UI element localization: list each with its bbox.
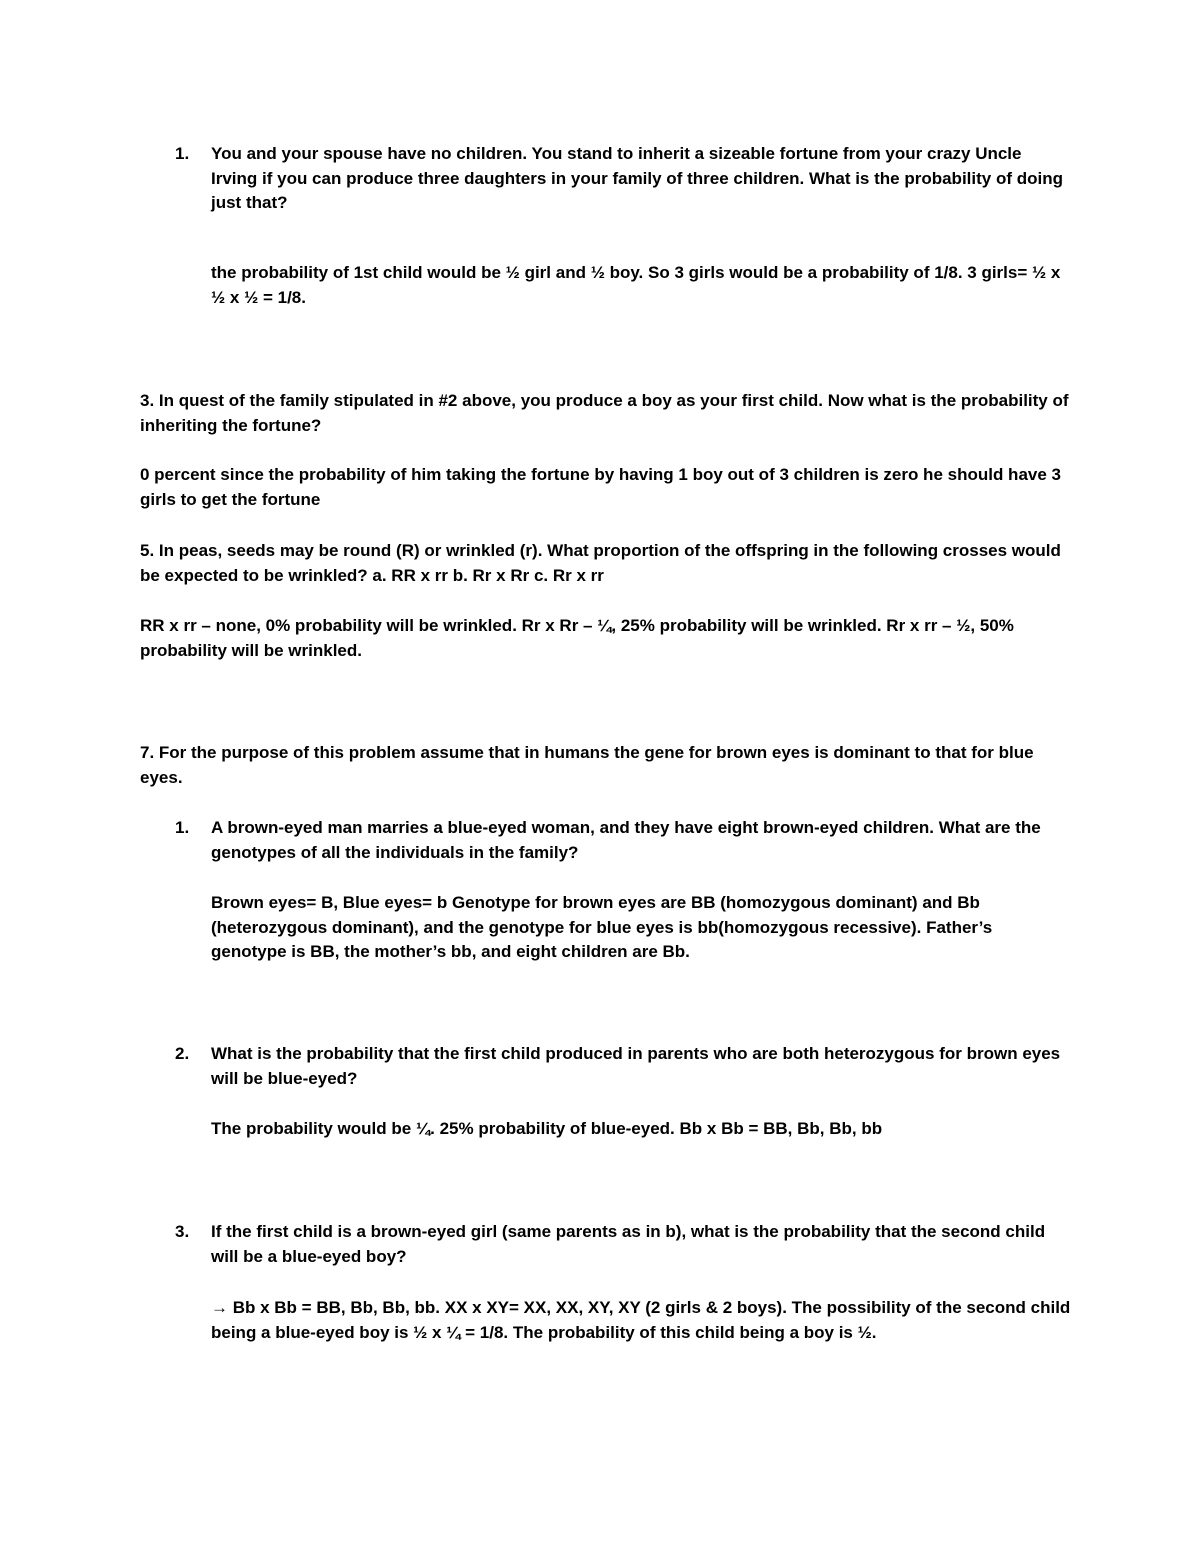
- item-7-sub-3-number: 3.: [175, 1222, 190, 1241]
- item-7-sub-1-number: 1.: [175, 818, 190, 837]
- item-1-question: You and your spouse have no children. You stand to inherit a sizeable fortune from your crazy Uncle Irving if you can produce three daughters in your family of three children. What is the probability of doing just that?: [211, 144, 1063, 212]
- item-7-sub-1-answer: Brown eyes= B, Blue eyes= b Genotype for brown eyes are BB (homozygous dominant) and Bb (heterozygous dominant), and the genotype for blue eyes is bb(homozygous recessive). Father’s genotype is BB, the mother’s bb, and eight children are Bb.: [211, 893, 993, 961]
- item-7-sub-2-question: What is the probability that the first child produced in parents who are both heterozygous for brown eyes will be blue-eyed?: [211, 1044, 1061, 1088]
- item-1-number: 1.: [175, 144, 190, 163]
- item-7-sub-3-answer: → Bb x Bb = BB, Bb, Bb, bb. XX x XY= XX, XX, XY, XY (2 girls & 2 boys). The possibility of the second child being a blue-eyed boy is ½ x ¼ = 1/8. The probability of this child being a boy is ½.: [211, 1298, 1071, 1342]
- item-3-answer: 0 percent since the probability of him taking the fortune by having 1 boy out of 3 children is zero he should have 3 girls to get the fortune: [140, 465, 1061, 509]
- item-7-question: 7. For the purpose of this problem assume that in humans the gene for brown eyes is dominant to that for blue eyes.: [140, 743, 1034, 787]
- item-1-answer: the probability of 1st child would be ½ girl and ½ boy. So 3 girls would be a probability of 1/8. 3 girls= ½ x ½ x ½ = 1/8.: [211, 263, 1061, 307]
- item-5-question: 5. In peas, seeds may be round (R) or wrinkled (r). What proportion of the offspring in the following crosses would be expected to be wrinkled? a. RR x rr b. Rr x Rr c. Rr x rr: [140, 541, 1061, 585]
- item-7-sub-1-question: A brown-eyed man marries a blue-eyed woman, and they have eight brown-eyed children. What are the genotypes of all the individuals in the family?: [211, 818, 1041, 862]
- item-7-sub-3-question: If the first child is a brown-eyed girl (same parents as in b), what is the probability that the second child will be a blue-eyed boy?: [211, 1222, 1046, 1266]
- item-7-sub-2-number: 2.: [175, 1044, 190, 1063]
- item-5-answer: RR x rr – none, 0% probability will be wrinkled. Rr x Rr – ¼, 25% probability will be wrinkled. Rr x rr – ½, 50% probability will be wrinkled.: [140, 616, 1014, 660]
- item-7-sub-2-answer: The probability would be ¼. 25% probability of blue-eyed. Bb x Bb = BB, Bb, Bb, bb: [211, 1119, 883, 1138]
- item-3-question: 3. In quest of the family stipulated in #2 above, you produce a boy as your first child. Now what is the probability of inheriting the fortune?: [140, 391, 1069, 435]
